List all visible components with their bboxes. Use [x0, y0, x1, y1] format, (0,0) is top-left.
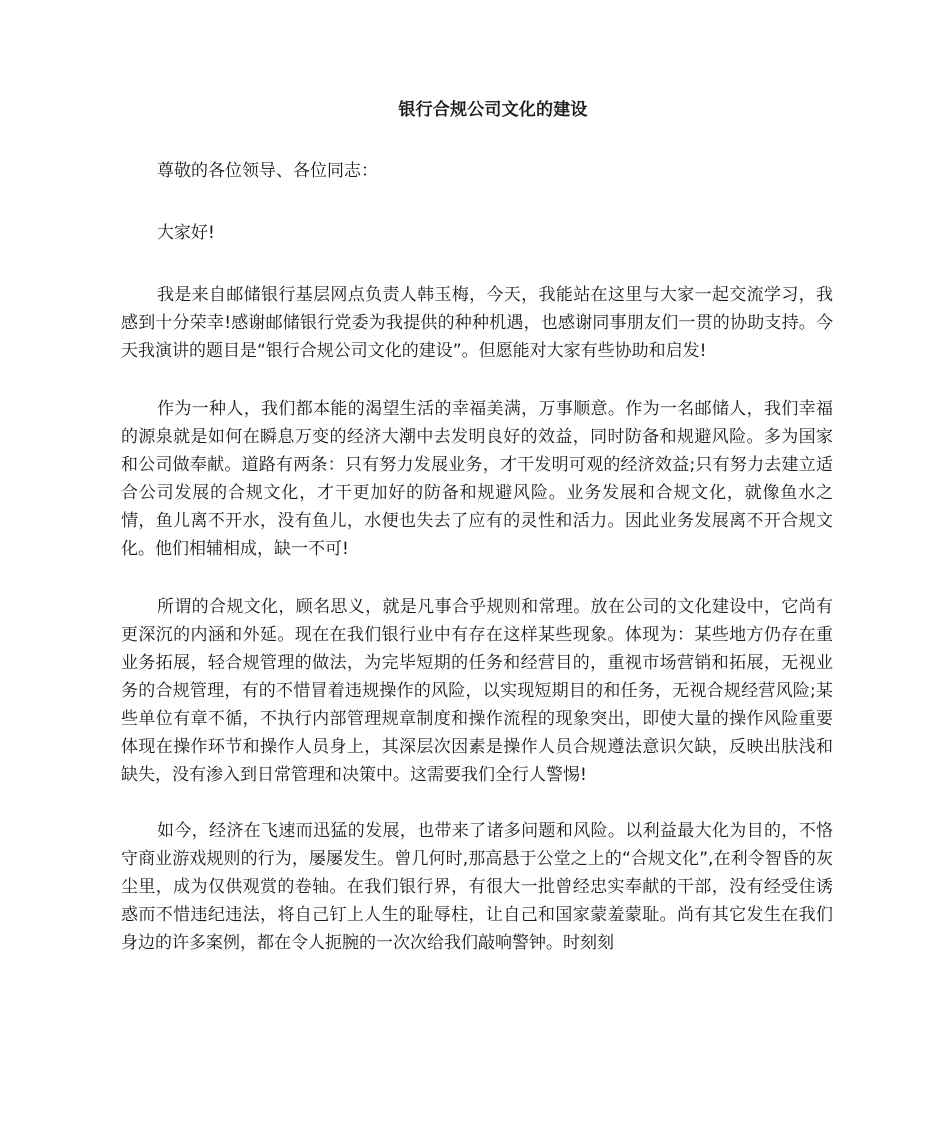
salutation-line: 尊敬的各位领导、各位同志：	[157, 161, 378, 181]
paragraph-risks-and-warnings: 如今，经济在飞速而迅猛的发展，也带来了诸多问题和风险。以利益最大化为目的，不恪守商业游戏规则的行为，屡屡发生。曾几何时,那高悬于公堂之上的“合规文化”,在利令智昏的灰尘里，成为仅供观赏的卷轴。在我们银行界，有很大一批曾经忠实奉献的干部，没有经受住诱惑而不惜违纪违法，将自己钉上人生的耻辱柱，让自己和国家蒙羞蒙耻。尚有其它发生在我们身边的许多案例，都在令人扼腕的一次次给我们敲响警钟。时刻刻	[121, 821, 833, 953]
paragraph-business-and-compliance: 作为一种人，我们都本能的渴望生活的幸福美满，万事顺意。作为一名邮储人，我们幸福的源泉就是如何在瞬息万变的经济大潮中去发明良好的效益，同时防备和规避风险。多为国家和公司做奉献。道路有两条：只有努力发展业务，才干发明可观的经济效益;只有努力去建立适合公司发展的合规文化，才干更加好的防备和规避风险。业务发展和合规文化，就像鱼水之情，鱼儿离不开水，没有鱼儿，水便也失去了应有的灵性和活力。因此业务发展离不开合规文化。他们相辅相成，缺一不可!	[121, 399, 833, 559]
document-body	[121, 157, 833, 983]
paragraph-introduction: 我是来自邮储银行基层网点负责人韩玉梅，今天，我能站在这里与大家一起交流学习，我感到十分荣幸!感谢邮储银行党委为我提供的种种机遇，也感谢同事朋友们一贯的协助支持。今天我演讲的题目是“银行合规公司文化的建设”。但愿能对大家有些协助和启发!	[121, 285, 833, 361]
paragraph-compliance-culture: 所谓的合规文化，顾名思义，就是凡事合乎规则和常理。放在公司的文化建设中，它尚有更深沉的内涵和外延。现在在我们银行业中有存在这样某些现象。体现为：某些地方仍存在重业务拓展，轻合规管理的做法，为完毕短期的任务和经营目的，重视市场营销和拓展，无视业务的合规管理，有的不惜冒着违规操作的风险，以实现短期目的和任务，无视合规经营风险;某些单位有章不循，不执行内部管理规章制度和操作流程的现象突出，即使大量的操作风险重要体现在操作环节和操作人员身上，其深层次因素是操作人员合规遵法意识欠缺，反映出肤浅和缺失，没有渗入到日常管理和决策中。这需要我们全行人警惕!	[121, 597, 833, 785]
document-title: 银行合规公司文化的建设	[398, 100, 588, 120]
greeting-line: 大家好!	[157, 223, 215, 243]
